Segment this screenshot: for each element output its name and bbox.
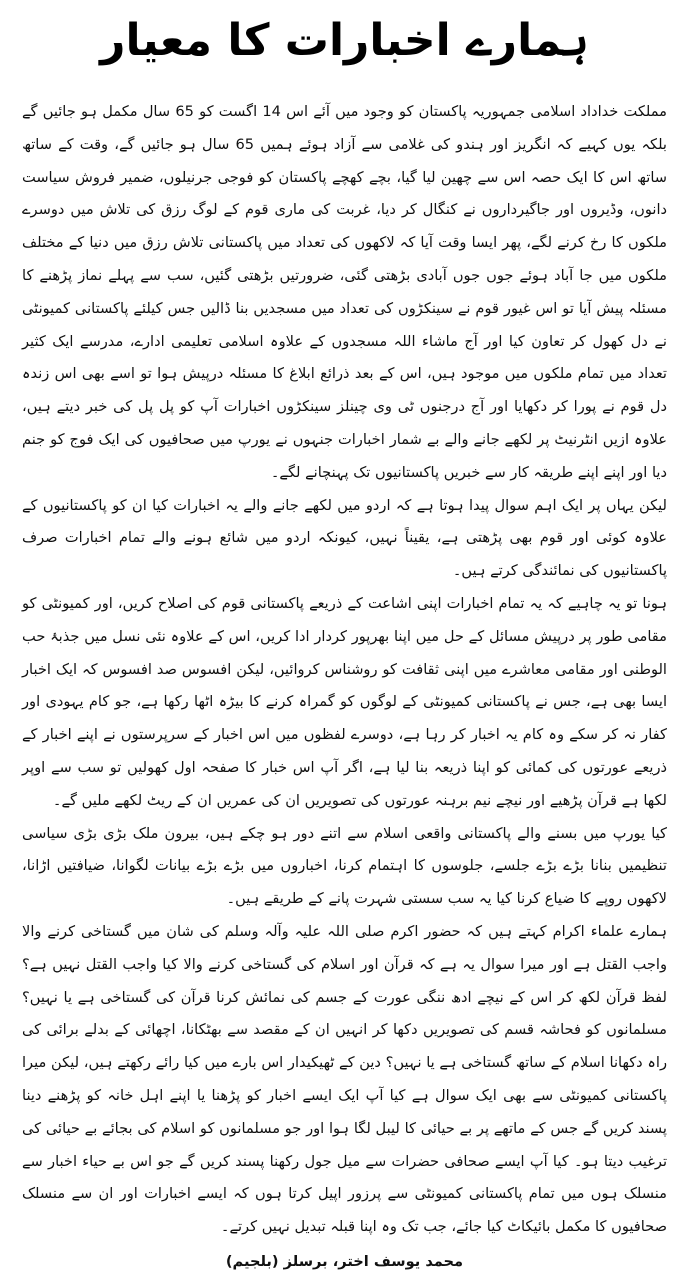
- article-paragraph: ہمارے علماء اکرام کہتے ہیں کہ حضور اکرم صلی اللہ علیہ وآلہ وسلم کی شان میں گستاخی کرنے والا واجب القتل ہے اور میرا سوال یہ ہے کہ قرآن اور اسلام کی گستاخی کرنے والا کیا واجب القتل نہیں ہے؟ لفظ قرآن لکھ کر اس کے نیچے ادھ ننگی عورت کے جسم کی نمائش کرنا قرآن کی گستاخی ہے یا نہیں؟ مسلمانوں کو فحاشہ قسم کی تصویریں دکھا کر انہیں ان کے مقصد سے بھٹکانا، اچھائی کے بدلے برائی کی راہ دکھانا اسلام کے ساتھ گستاخی ہے یا نہیں؟ دین کے ٹھیکیدار اس بارے میں کیا رائے رکھتے ہیں، لیکن میرا پاکستانی کمیونٹی سے بھی ایک سوال ہے کیا آپ ایک ایسے اخبار کو پڑھنا یا اپنے اہل خانہ کو پڑھنے دینا پسند کریں گے جس کے ماتھے پر بے حیائی کا لیبل لگا ہوا اور جو مسلمانوں کو اسلام کی بجائے بے حیائی کی ترغیب دیتا ہو۔ کیا آپ ایسے صحافی حضرات سے میل جول رکھنا پسند کریں گے جو اس بے حیاء اخبار سے منسلک ہوں میں تمام پاکستانی کمیونٹی سے پرزور اپیل کرتا ہوں کہ ایسے اخبارات اور ان سے منسلک صحافیوں کا مکمل بائیکاٹ کیا جائے، جب تک وہ اپنا قبلہ تبدیل نہیں کرتے۔: [22, 922, 667, 1236]
- article-title: ہمارے اخبارات کا معیار: [100, 15, 589, 66]
- article-body: [22, 96, 667, 1244]
- author-byline: محمد یوسف اختر، برسلز (بلجیم): [225, 1252, 464, 1270]
- article-paragraph: مملکت خداداد اسلامی جمہوریہ پاکستان کو وجود میں آئے اس 14 اگست کو 65 سال مکمل ہو جائیں گے بلکہ یوں کہیے کہ انگریز اور ہندو کی غلامی سے آزاد ہوئے ہمیں 65 سال ہو جائیں گے، وقت کے ساتھ ساتھ اس کا ایک حصہ اس سے چھین لیا گیا، بچے کھچے پاکستان کو فوجی جرنیلوں، ضمیر فروش سیاست دانوں، وڈیروں اور جاگیرداروں نے کنگال کر دیا، غربت کی ماری قوم کے لوگ رزق کی تلاش میں دوسرے ملکوں کا رخ کرنے لگے، پھر ایسا وقت آیا کہ لاکھوں کی تعداد میں پاکستانی تلاش رزق میں دنیا کے مختلف ملکوں میں جا آباد ہوئے جوں جوں آبادی بڑھتی گئی، ضرورتیں بڑھتی گئیں، سب سے پہلے نماز پڑھنے کا مسئلہ پیش آیا تو اس غیور قوم نے سینکڑوں کی تعداد میں مسجدیں بنا ڈالیں جس کیلئے پاکستانی کمیونٹی نے دل کھول کر تعاون کیا اور آج ماشاء اللہ مسجدوں کے علاوہ اسلامی تعلیمی ادارے، مدرسے ایک کثیر تعداد میں تمام ملکوں میں موجود ہیں، اس کے بعد ذرائع ابلاغ کا مسئلہ درپیش ہوا تو اسے بھی اس زندہ دل قوم نے پورا کر دکھایا اور آج درجنوں ٹی وی چینلز سینکڑوں اخبارات آپ کو پل پل کی خبر دیتے ہیں، علاوہ ازیں انٹرنیٹ پر لکھے جانے والے بے شمار اخبارات جنہوں نے یورپ میں صحافیوں کی ایک فوج کو جنم دیا اور اپنے اپنے طریقہ کار سے خبریں پاکستانیوں تک پہنچانے لگے۔: [22, 103, 667, 481]
- article-paragraph: لیکن یہاں پر ایک اہم سوال پیدا ہوتا ہے کہ اردو میں لکھے جانے والے یہ اخبارات کیا ان کو پاکستانیوں کے علاوہ کوئی اور قوم بھی پڑھتی ہے، یقیناً نہیں، کیونکہ اردو میں شائع ہونے والے تمام اخبارات صرف پاکستانیوں کی نمائندگی کرتے ہیں۔: [22, 496, 667, 580]
- article-paragraph: ہونا تو یہ چاہیے کہ یہ تمام اخبارات اپنی اشاعت کے ذریعے پاکستانی قوم کی اصلاح کریں، اور کمیونٹی کو مقامی طور پر درپیش مسائل کے حل میں اپنا بھرپور کردار ادا کریں، اس کے علاوہ نئی نسل میں جذبۂ حب الوطنی اور مقامی معاشرے میں اپنی ثقافت کو روشناس کروائیں، لیکن افسوس صد افسوس کہ ایک اخبار ایسا بھی ہے، جس نے پاکستانی کمیونٹی کے لوگوں کو گمراہ کرنے کا بیڑہ اٹھا رکھا ہے، جو کام یہودی اور کفار نہ کر سکے وہ کام یہ اخبار کر رہا ہے، دوسرے لفظوں میں اس اخبار کے سرپرستوں نے اپنے اخبار کے ذریعے عورتوں کی کمائی کو اپنا ذریعہ بنا لیا ہے، اگر آپ اس خبار کا صفحہ اول کھولیں تو سب سے اوپر لکھا ہے قرآن پڑھیے اور نیچے نیم برہنہ عورتوں کی تصویریں ان کی عمریں ان کے ریٹ لکھے ملیں گے۔: [22, 594, 667, 809]
- article-paragraph: کیا یورپ میں بسنے والے پاکستانی واقعی اسلام سے اتنے دور ہو چکے ہیں، بیرون ملک بڑی بڑی سیاسی تنظیمیں بنانا بڑے بڑے جلسے، جلوسوں کا اہتمام کرنا، اخباروں میں بڑے بڑے بیانات لگوانا، ضیافتیں اڑانا، لاکھوں روپے کا ضیاع کرنا کیا یہ سب سستی شہرت پانے کے طریقے ہیں۔: [22, 824, 667, 908]
